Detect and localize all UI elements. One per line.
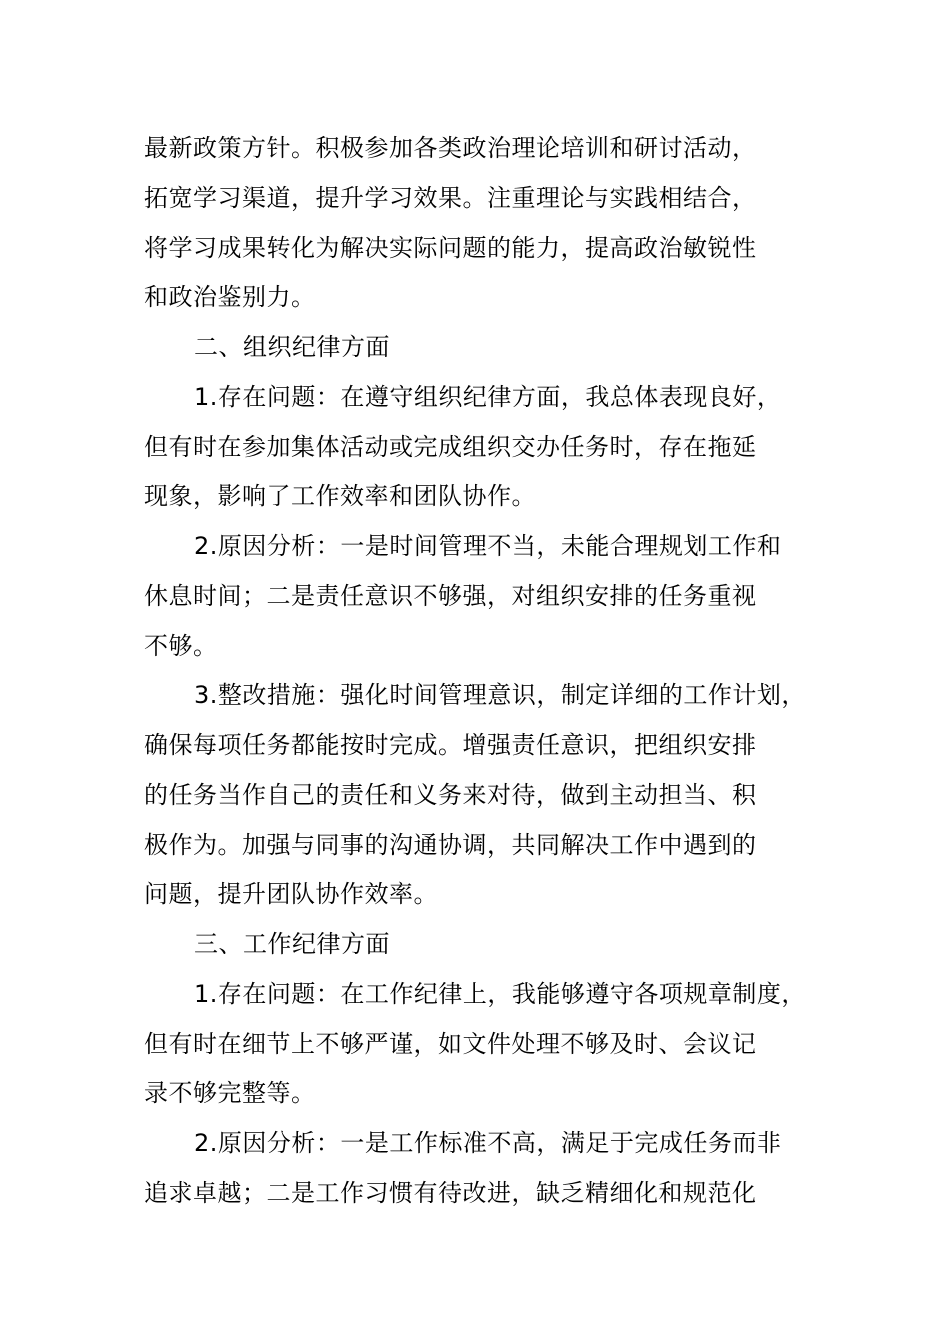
paragraph-line: 和政治鉴别力。: [144, 283, 316, 312]
paragraph-line: 的任务当作自己的责任和义务来对待，做到主动担当、积: [144, 780, 757, 809]
paragraph-line-indented: 1.存在问题：在工作纪律上，我能够遵守各项规章制度，: [194, 979, 806, 1008]
paragraph-line-indented: 2.原因分析：一是工作标准不高，满足于完成任务而非: [194, 1129, 782, 1157]
paragraph-line-indented: 三、工作纪律方面: [194, 930, 390, 958]
paragraph-line-indented: 二、组织纪律方面: [194, 333, 390, 361]
document-body: [144, 124, 834, 1219]
paragraph-line-indented: 3.整改措施：强化时间管理意识，制定详细的工作计划，: [194, 681, 806, 710]
paragraph-line: 录不够完整等。: [144, 1079, 316, 1108]
paragraph-line: 休息时间；二是责任意识不够强，对组织安排的任务重视: [144, 581, 757, 610]
paragraph-line: 确保每项任务都能按时完成。增强责任意识，把组织安排: [144, 731, 757, 759]
paragraph-line-indented: 2.原因分析：一是时间管理不当，未能合理规划工作和: [194, 532, 782, 560]
paragraph-line: 最新政策方针。积极参加各类政治理论培训和研讨活动，: [144, 134, 757, 162]
paragraph-line: 不够。: [144, 631, 218, 660]
paragraph-line: 但有时在参加集体活动或完成组织交办任务时，存在拖延: [144, 432, 757, 461]
paragraph-line-indented: 1.存在问题：在遵守组织纪律方面，我总体表现良好，: [194, 382, 782, 411]
paragraph-line: 但有时在细节上不够严谨，如文件处理不够及时、会议记: [144, 1029, 757, 1058]
paragraph-line: 拓宽学习渠道，提升学习效果。注重理论与实践相结合，: [144, 183, 757, 212]
paragraph-line: 将学习成果转化为解决实际问题的能力，提高政治敏锐性: [144, 233, 757, 262]
paragraph-line: 问题，提升团队协作效率。: [144, 880, 438, 909]
paragraph-line: 追求卓越；二是工作习惯有待改进，缺乏精细化和规范化: [144, 1178, 757, 1207]
paragraph-line: 现象，影响了工作效率和团队协作。: [144, 482, 536, 511]
paragraph-line: 极作为。加强与同事的沟通协调，共同解决工作中遇到的: [144, 830, 757, 859]
